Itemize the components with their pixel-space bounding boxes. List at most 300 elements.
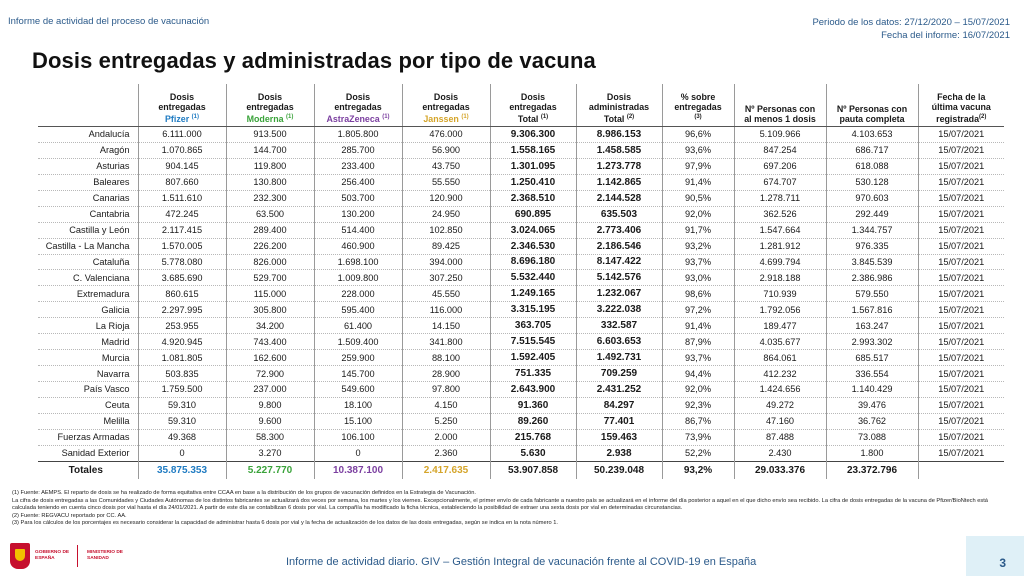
footer — [0, 536, 1024, 576]
brand-janssen: Janssen — [423, 114, 459, 124]
cell-region: Fuerzas Armadas — [38, 429, 138, 445]
header-moderna: Dosis entregadas Moderna $^{(1)}$ — [226, 84, 314, 127]
cell-janssen: 89.425 — [402, 238, 490, 254]
table-row — [38, 413, 1004, 429]
cell-full-schedule: 530.128 — [826, 174, 918, 190]
logo-government-text: GOBIERNO DE ESPAÑA — [35, 550, 70, 561]
data-period: Periodo de los datos: 27/12/2020 – 15/07/2021 — [812, 17, 1010, 28]
cell-total-delivered: 215.768 — [490, 429, 576, 445]
cell-full-schedule: 1.800 — [826, 445, 918, 461]
cell-total-administered: 2.938 — [576, 445, 662, 461]
cell-total-delivered: 2.643.900 — [490, 382, 576, 398]
cell-total-delivered: 9.306.300 — [490, 127, 576, 143]
header-janssen: Dosis entregadas Janssen $^{(1)}$ — [402, 84, 490, 127]
cell-pfizer: 1.070.865 — [138, 142, 226, 158]
cell-full-schedule: 39.476 — [826, 397, 918, 413]
cell-moderna: 9.800 — [226, 397, 314, 413]
cell-region: Madrid — [38, 334, 138, 350]
cell-region: Aragón — [38, 142, 138, 158]
cell-total-delivered: 751.335 — [490, 366, 576, 382]
cell-total-administered: 1.492.731 — [576, 350, 662, 366]
cell-percent: 93,7% — [662, 254, 734, 270]
table-row — [38, 158, 1004, 174]
cell-one-dose: 412.232 — [734, 366, 826, 382]
cell-last-date: 15/07/2021 — [918, 429, 1004, 445]
cell-astrazeneca: 285.700 — [314, 142, 402, 158]
table-row — [38, 382, 1004, 398]
cell-moderna: 913.500 — [226, 127, 314, 143]
cell-pfizer: 2.117.415 — [138, 222, 226, 238]
table-row — [38, 127, 1004, 143]
cell-astrazeneca: 15.100 — [314, 413, 402, 429]
table-row — [38, 174, 1004, 190]
table-row — [38, 334, 1004, 350]
cell-last-date: 15/07/2021 — [918, 222, 1004, 238]
total-pfizer: 35.875.353 — [138, 461, 226, 479]
cell-last-date: 15/07/2021 — [918, 397, 1004, 413]
cell-last-date: 15/07/2021 — [918, 382, 1004, 398]
cell-last-date: 15/07/2021 — [918, 334, 1004, 350]
table-row — [38, 222, 1004, 238]
cell-percent: 91,7% — [662, 222, 734, 238]
cell-janssen: 307.250 — [402, 270, 490, 286]
total-percent: 93,2% — [662, 461, 734, 479]
cell-last-date: 15/07/2021 — [918, 174, 1004, 190]
table-row — [38, 238, 1004, 254]
cell-astrazeneca: 106.100 — [314, 429, 402, 445]
cell-pfizer: 6.111.000 — [138, 127, 226, 143]
table-row — [38, 190, 1004, 206]
cell-one-dose: 1.792.056 — [734, 302, 826, 318]
cell-pfizer: 503.835 — [138, 366, 226, 382]
cell-astrazeneca: 0 — [314, 445, 402, 461]
cell-full-schedule: 970.603 — [826, 190, 918, 206]
cell-astrazeneca: 61.400 — [314, 318, 402, 334]
cell-janssen: 55.550 — [402, 174, 490, 190]
table-row — [38, 270, 1004, 286]
cell-total-administered: 159.463 — [576, 429, 662, 445]
cell-last-date: 15/07/2021 — [918, 142, 1004, 158]
report-date: Fecha del informe: 16/07/2021 — [881, 30, 1010, 41]
cell-moderna: 63.500 — [226, 206, 314, 222]
cell-pfizer: 49.368 — [138, 429, 226, 445]
cell-region: Ceuta — [38, 397, 138, 413]
cell-janssen: 341.800 — [402, 334, 490, 350]
table-header-row — [38, 84, 1004, 127]
table-row — [38, 286, 1004, 302]
cell-full-schedule: 3.845.539 — [826, 254, 918, 270]
cell-one-dose: 47.160 — [734, 413, 826, 429]
cell-total-delivered: 690.895 — [490, 206, 576, 222]
cell-total-delivered: 3.315.195 — [490, 302, 576, 318]
totals-row — [38, 461, 1004, 479]
cell-total-delivered: 1.250.410 — [490, 174, 576, 190]
cell-full-schedule: 2.993.302 — [826, 334, 918, 350]
cell-full-schedule: 163.247 — [826, 318, 918, 334]
footnote-1b: La cifra de dosis entregadas a las Comunidades y Ciudades Autónomas de los distintos fabricantes se actualizará dos veces por semana, los martes y los viernes. Excepcionalmente, el primer envío de cada fabricante a nuestro país se actualizará en el informe del día posterior a aquel en el que dicho envío sea recibido. La cifra de dosis entregadas de la vacuna de Pfizer/BioNtech está calculada teniendo en cuenta cinco dosis por vial hasta el día 24/01/2021. A partir de este día se contabilizan 6 dosis por vial. La compañía ha modificado la ficha técnica, estableciendo la posibilidad de extraer una sexta dosis por vial en determinadas circunstancias. — [12, 497, 988, 512]
cell-pfizer: 1.570.005 — [138, 238, 226, 254]
cell-percent: 97,9% — [662, 158, 734, 174]
vaccine-doses-table — [38, 84, 1004, 479]
cell-total-delivered: 5.630 — [490, 445, 576, 461]
cell-percent: 91,4% — [662, 318, 734, 334]
cell-percent: 86,7% — [662, 413, 734, 429]
report-dates — [812, 16, 1010, 42]
cell-pfizer: 1.081.805 — [138, 350, 226, 366]
cell-pfizer: 59.310 — [138, 413, 226, 429]
header-full-schedule: Nº Personas con pauta completa — [826, 84, 918, 127]
cell-region: País Vasco — [38, 382, 138, 398]
cell-percent: 93,2% — [662, 238, 734, 254]
cell-last-date: 15/07/2021 — [918, 158, 1004, 174]
cell-moderna: 826.000 — [226, 254, 314, 270]
cell-total-administered: 84.297 — [576, 397, 662, 413]
table-row — [38, 429, 1004, 445]
cell-moderna: 743.400 — [226, 334, 314, 350]
cell-last-date: 15/07/2021 — [918, 302, 1004, 318]
cell-last-date: 15/07/2021 — [918, 206, 1004, 222]
page-title: Dosis entregadas y administradas por tipo de vacuna — [32, 48, 596, 73]
cell-total-delivered: 1.249.165 — [490, 286, 576, 302]
cell-region: Baleares — [38, 174, 138, 190]
table-row — [38, 445, 1004, 461]
cell-total-delivered: 2.346.530 — [490, 238, 576, 254]
cell-last-date: 15/07/2021 — [918, 286, 1004, 302]
cell-one-dose: 4.035.677 — [734, 334, 826, 350]
cell-moderna: 119.800 — [226, 158, 314, 174]
cell-full-schedule: 685.517 — [826, 350, 918, 366]
cell-one-dose: 1.278.711 — [734, 190, 826, 206]
cell-janssen: 4.150 — [402, 397, 490, 413]
header-last-date: Fecha de la última vacuna registrada$^{(2)}$ — [918, 84, 1004, 127]
cell-region: Cantabria — [38, 206, 138, 222]
cell-janssen: 14.150 — [402, 318, 490, 334]
cell-astrazeneca: 18.100 — [314, 397, 402, 413]
cell-region: Canarias — [38, 190, 138, 206]
cell-one-dose: 710.939 — [734, 286, 826, 302]
header-one-dose: Nº Personas con al menos 1 dosis — [734, 84, 826, 127]
cell-percent: 52,2% — [662, 445, 734, 461]
cell-percent: 97,2% — [662, 302, 734, 318]
cell-one-dose: 4.699.794 — [734, 254, 826, 270]
cell-janssen: 24.950 — [402, 206, 490, 222]
cell-janssen: 88.100 — [402, 350, 490, 366]
header-pfizer: Dosis entregadas Pfizer $^{(1)}$ — [138, 84, 226, 127]
cell-moderna: 305.800 — [226, 302, 314, 318]
cell-janssen: 394.000 — [402, 254, 490, 270]
brand-pfizer: Pfizer — [165, 114, 190, 124]
cell-full-schedule: 1.567.816 — [826, 302, 918, 318]
cell-astrazeneca: 228.000 — [314, 286, 402, 302]
cell-astrazeneca: 130.200 — [314, 206, 402, 222]
cell-full-schedule: 4.103.653 — [826, 127, 918, 143]
cell-total-administered: 6.603.653 — [576, 334, 662, 350]
cell-one-dose: 2.918.188 — [734, 270, 826, 286]
cell-percent: 92,3% — [662, 397, 734, 413]
cell-total-delivered: 8.696.180 — [490, 254, 576, 270]
cell-region: Sanidad Exterior — [38, 445, 138, 461]
cell-total-administered: 3.222.038 — [576, 302, 662, 318]
cell-region: Navarra — [38, 366, 138, 382]
cell-pfizer: 3.685.690 — [138, 270, 226, 286]
cell-total-delivered: 2.368.510 — [490, 190, 576, 206]
cell-moderna: 58.300 — [226, 429, 314, 445]
cell-region: Asturias — [38, 158, 138, 174]
cell-moderna: 529.700 — [226, 270, 314, 286]
cell-total-administered: 77.401 — [576, 413, 662, 429]
cell-moderna: 3.270 — [226, 445, 314, 461]
cell-total-administered: 1.458.585 — [576, 142, 662, 158]
cell-moderna: 130.800 — [226, 174, 314, 190]
cell-total-administered: 332.587 — [576, 318, 662, 334]
cell-region: Andalucía — [38, 127, 138, 143]
cell-janssen: 28.900 — [402, 366, 490, 382]
cell-one-dose: 1.281.912 — [734, 238, 826, 254]
cell-astrazeneca: 503.700 — [314, 190, 402, 206]
cell-full-schedule: 579.550 — [826, 286, 918, 302]
cell-moderna: 34.200 — [226, 318, 314, 334]
cell-last-date: 15/07/2021 — [918, 350, 1004, 366]
total-janssen: 2.417.635 — [402, 461, 490, 479]
cell-pfizer: 860.615 — [138, 286, 226, 302]
table-row — [38, 142, 1004, 158]
cell-full-schedule: 686.717 — [826, 142, 918, 158]
cell-janssen: 43.750 — [402, 158, 490, 174]
cell-total-delivered: 7.515.545 — [490, 334, 576, 350]
total-one-dose: 29.033.376 — [734, 461, 826, 479]
cell-astrazeneca: 1.805.800 — [314, 127, 402, 143]
cell-region: Melilla — [38, 413, 138, 429]
cell-region: C. Valenciana — [38, 270, 138, 286]
cell-full-schedule: 73.088 — [826, 429, 918, 445]
cell-total-administered: 5.142.576 — [576, 270, 662, 286]
total-administered: 50.239.048 — [576, 461, 662, 479]
cell-one-dose: 362.526 — [734, 206, 826, 222]
table-row — [38, 397, 1004, 413]
cell-moderna: 144.700 — [226, 142, 314, 158]
table-body — [38, 127, 1004, 462]
cell-moderna: 72.900 — [226, 366, 314, 382]
cell-pfizer: 472.245 — [138, 206, 226, 222]
cell-astrazeneca: 514.400 — [314, 222, 402, 238]
cell-moderna: 115.000 — [226, 286, 314, 302]
cell-janssen: 2.000 — [402, 429, 490, 445]
cell-total-delivered: 91.360 — [490, 397, 576, 413]
cell-region: Castilla y León — [38, 222, 138, 238]
cell-percent: 96,6% — [662, 127, 734, 143]
cell-moderna: 237.000 — [226, 382, 314, 398]
cell-total-administered: 635.503 — [576, 206, 662, 222]
footnotes — [12, 490, 1012, 528]
footnote-3: (3) Para los cálculos de los porcentajes es necesario considerar la capacidad de administrar hasta 6 dosis por vial y la fecha de actualización de los datos de las dosis entregadas, según se indica en la nota número 1. — [12, 520, 558, 527]
cell-region: Murcia — [38, 350, 138, 366]
footer-text: Informe de actividad diario. GIV – Gestión Integral de vacunación frente al COVID-19 en España — [286, 556, 757, 568]
header-astrazeneca: Dosis entregadas AstraZeneca $^{(1)}$ — [314, 84, 402, 127]
cell-pfizer: 1.511.610 — [138, 190, 226, 206]
cell-janssen: 45.550 — [402, 286, 490, 302]
cell-janssen: 2.360 — [402, 445, 490, 461]
cell-one-dose: 189.477 — [734, 318, 826, 334]
cell-pfizer: 5.778.080 — [138, 254, 226, 270]
header-total-administered: Dosis administradas Total $^{(2)}$ — [576, 84, 662, 127]
total-full-schedule: 23.372.796 — [826, 461, 918, 479]
footnote-1: (1) Fuente: AEMPS. El reparto de dosis se ha realizado de forma equitativa entre CCAA en base a la distribución de los grupos de vacunación definidos en la Estrategia de Vacunación. — [12, 490, 477, 496]
cell-percent: 93,0% — [662, 270, 734, 286]
header-total-delivered: Dosis entregadas Total $^{(1)}$ — [490, 84, 576, 127]
cell-full-schedule: 2.386.986 — [826, 270, 918, 286]
cell-astrazeneca: 595.400 — [314, 302, 402, 318]
total-astrazeneca: 10.387.100 — [314, 461, 402, 479]
cell-janssen: 97.800 — [402, 382, 490, 398]
cell-pfizer: 253.955 — [138, 318, 226, 334]
cell-region: Castilla - La Mancha — [38, 238, 138, 254]
brand-astrazeneca: AstraZeneca — [326, 114, 380, 124]
cell-total-administered: 2.431.252 — [576, 382, 662, 398]
cell-astrazeneca: 233.400 — [314, 158, 402, 174]
cell-total-administered: 1.232.067 — [576, 286, 662, 302]
cell-astrazeneca: 1.698.100 — [314, 254, 402, 270]
table-row — [38, 206, 1004, 222]
cell-last-date: 15/07/2021 — [918, 238, 1004, 254]
cell-total-administered: 8.147.422 — [576, 254, 662, 270]
cell-last-date: 15/07/2021 — [918, 445, 1004, 461]
cell-total-delivered: 1.558.165 — [490, 142, 576, 158]
cell-percent: 73,9% — [662, 429, 734, 445]
table-row — [38, 366, 1004, 382]
cell-pfizer: 59.310 — [138, 397, 226, 413]
cell-one-dose: 697.206 — [734, 158, 826, 174]
cell-one-dose: 1.547.664 — [734, 222, 826, 238]
cell-one-dose: 674.707 — [734, 174, 826, 190]
cell-one-dose: 864.061 — [734, 350, 826, 366]
cell-total-delivered: 1.301.095 — [490, 158, 576, 174]
cell-percent: 93,6% — [662, 142, 734, 158]
cell-astrazeneca: 1.009.800 — [314, 270, 402, 286]
footnote-2: (2) Fuente: REGVACU reportado por CC. AA. — [12, 512, 127, 519]
cell-janssen: 116.000 — [402, 302, 490, 318]
cell-percent: 91,4% — [662, 174, 734, 190]
cell-total-delivered: 3.024.065 — [490, 222, 576, 238]
table-row — [38, 254, 1004, 270]
totals-label: Totales — [38, 461, 138, 479]
cell-region: Extremadura — [38, 286, 138, 302]
cell-pfizer: 1.759.500 — [138, 382, 226, 398]
cell-full-schedule: 36.762 — [826, 413, 918, 429]
government-logo — [10, 540, 150, 572]
cell-last-date: 15/07/2021 — [918, 366, 1004, 382]
coat-of-arms-icon — [10, 543, 30, 569]
cell-pfizer: 0 — [138, 445, 226, 461]
cell-last-date: 15/07/2021 — [918, 190, 1004, 206]
table-row — [38, 302, 1004, 318]
header-region — [38, 84, 138, 127]
total-moderna: 5.227.770 — [226, 461, 314, 479]
vaccine-table-container — [38, 84, 1004, 479]
cell-total-administered: 8.986.153 — [576, 127, 662, 143]
cell-one-dose: 847.254 — [734, 142, 826, 158]
cell-moderna: 289.400 — [226, 222, 314, 238]
cell-one-dose: 1.424.656 — [734, 382, 826, 398]
cell-moderna: 232.300 — [226, 190, 314, 206]
page-number-box — [966, 536, 1024, 576]
cell-one-dose: 87.488 — [734, 429, 826, 445]
cell-one-dose: 49.272 — [734, 397, 826, 413]
cell-janssen: 5.250 — [402, 413, 490, 429]
cell-astrazeneca: 1.509.400 — [314, 334, 402, 350]
cell-astrazeneca: 256.400 — [314, 174, 402, 190]
cell-percent: 92,0% — [662, 206, 734, 222]
cell-last-date: 15/07/2021 — [918, 413, 1004, 429]
logo-ministry-text: MINISTERIO DE SANIDAD — [87, 550, 123, 561]
header-percent: % sobre entregadas $^{(3)}$ — [662, 84, 734, 127]
cell-janssen: 120.900 — [402, 190, 490, 206]
cell-percent: 94,4% — [662, 366, 734, 382]
cell-janssen: 56.900 — [402, 142, 490, 158]
cell-pfizer: 807.660 — [138, 174, 226, 190]
total-last-date — [918, 461, 1004, 479]
cell-janssen: 476.000 — [402, 127, 490, 143]
logo-divider — [77, 545, 78, 567]
cell-pfizer: 4.920.945 — [138, 334, 226, 350]
cell-astrazeneca: 460.900 — [314, 238, 402, 254]
cell-pfizer: 904.145 — [138, 158, 226, 174]
cell-total-administered: 1.142.865 — [576, 174, 662, 190]
table-row — [38, 350, 1004, 366]
cell-percent: 93,7% — [662, 350, 734, 366]
cell-percent: 92,0% — [662, 382, 734, 398]
cell-percent: 90,5% — [662, 190, 734, 206]
cell-full-schedule: 976.335 — [826, 238, 918, 254]
cell-janssen: 102.850 — [402, 222, 490, 238]
total-delivered: 53.907.858 — [490, 461, 576, 479]
cell-astrazeneca: 145.700 — [314, 366, 402, 382]
report-subtitle: Informe de actividad del proceso de vacunación — [8, 16, 210, 27]
cell-total-administered: 2.186.546 — [576, 238, 662, 254]
cell-pfizer: 2.297.995 — [138, 302, 226, 318]
cell-percent: 87,9% — [662, 334, 734, 350]
cell-region: La Rioja — [38, 318, 138, 334]
page-number: 3 — [999, 556, 1006, 570]
cell-full-schedule: 618.088 — [826, 158, 918, 174]
cell-total-delivered: 1.592.405 — [490, 350, 576, 366]
table-row — [38, 318, 1004, 334]
cell-full-schedule: 292.449 — [826, 206, 918, 222]
cell-total-delivered: 363.705 — [490, 318, 576, 334]
cell-region: Cataluña — [38, 254, 138, 270]
cell-moderna: 9.600 — [226, 413, 314, 429]
cell-region: Galicia — [38, 302, 138, 318]
cell-total-administered: 2.144.528 — [576, 190, 662, 206]
cell-last-date: 15/07/2021 — [918, 254, 1004, 270]
cell-one-dose: 2.430 — [734, 445, 826, 461]
brand-moderna: Moderna — [246, 114, 284, 124]
cell-total-delivered: 5.532.440 — [490, 270, 576, 286]
cell-astrazeneca: 549.600 — [314, 382, 402, 398]
cell-total-administered: 1.273.778 — [576, 158, 662, 174]
cell-last-date: 15/07/2021 — [918, 270, 1004, 286]
cell-last-date: 15/07/2021 — [918, 127, 1004, 143]
cell-last-date: 15/07/2021 — [918, 318, 1004, 334]
cell-full-schedule: 1.140.429 — [826, 382, 918, 398]
cell-full-schedule: 336.554 — [826, 366, 918, 382]
cell-full-schedule: 1.344.757 — [826, 222, 918, 238]
cell-one-dose: 5.109.966 — [734, 127, 826, 143]
cell-moderna: 226.200 — [226, 238, 314, 254]
cell-percent: 98,6% — [662, 286, 734, 302]
cell-astrazeneca: 259.900 — [314, 350, 402, 366]
cell-total-administered: 709.259 — [576, 366, 662, 382]
cell-total-delivered: 89.260 — [490, 413, 576, 429]
